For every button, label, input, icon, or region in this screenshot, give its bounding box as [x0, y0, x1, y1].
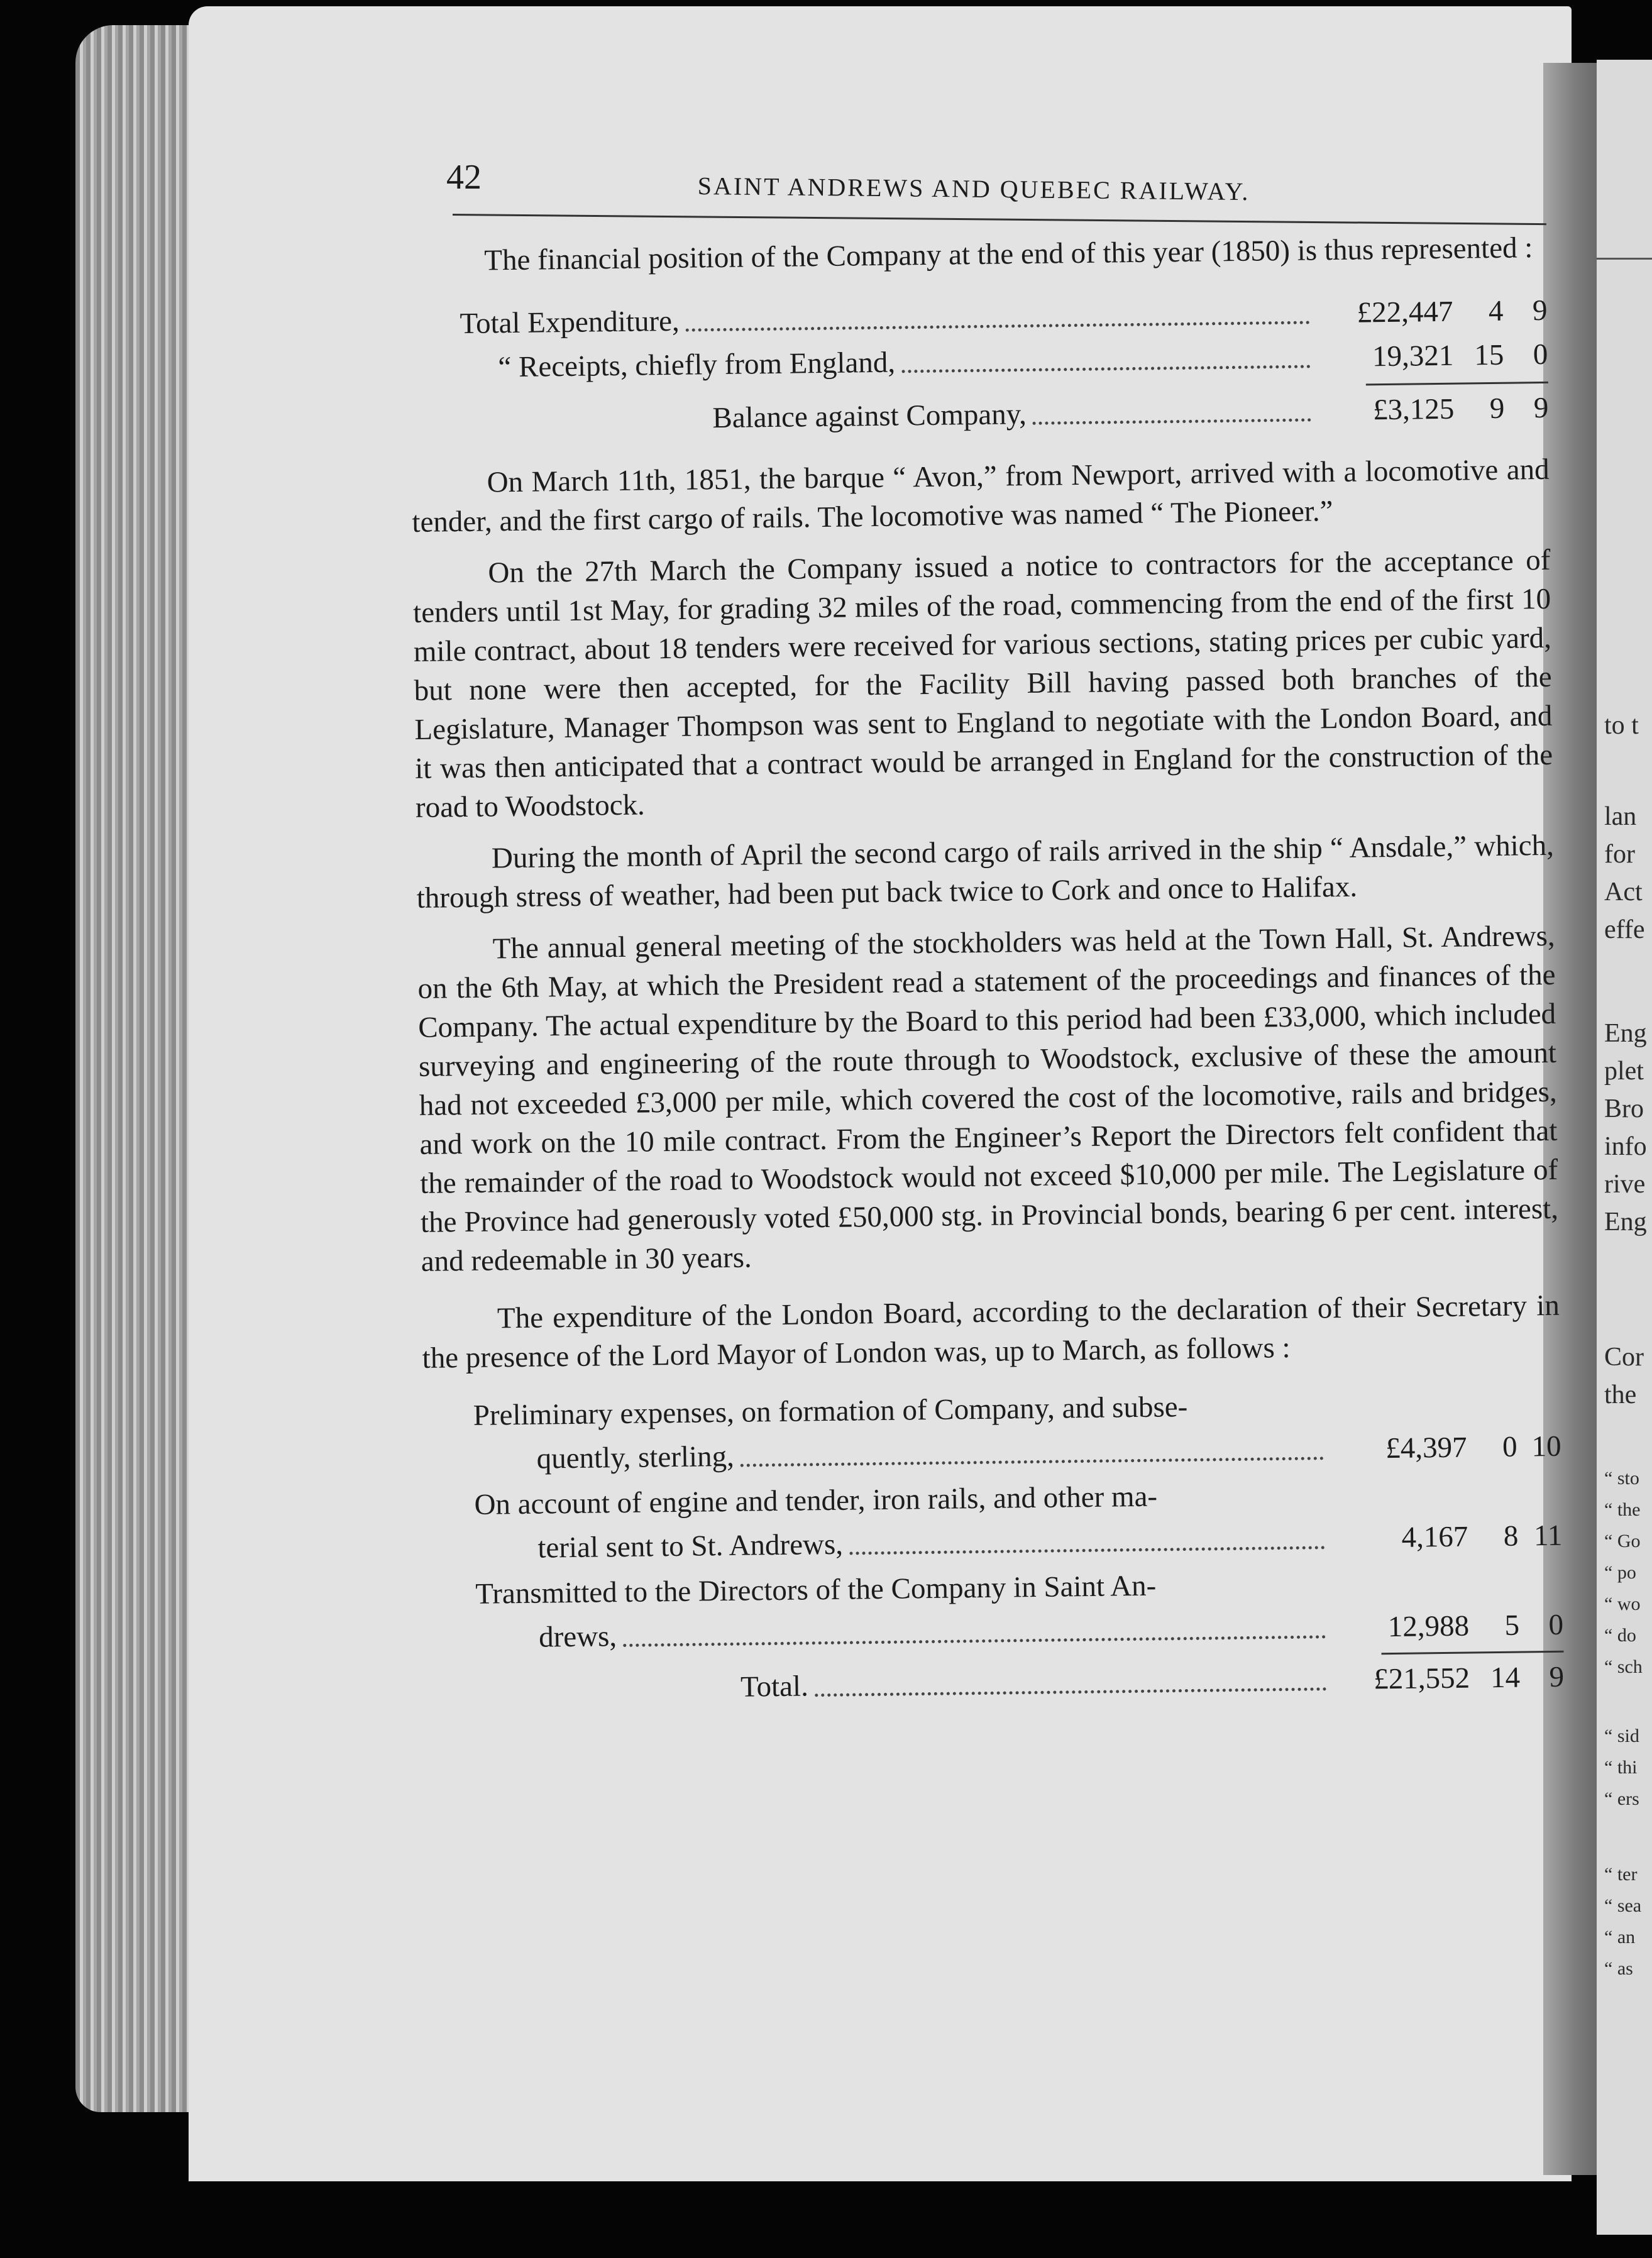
paragraph-annual-meeting: The annual general meeting of the stockholders was held at the Town Hall, St. Andrews, on the 6th May, at which the President read a statement of the proceedings and finances of the Company. The actual expenditure by the Board to this period had been £33,000, which included surveying and engineering of the route through to Woodstock, exclusive of these the amount had not exceeded £3,000 per mile, which covered the cost of the locomotive, rails and bridges, and work on the 10 mile contract. From the Engineer’s Report the Directors felt confident that the remainder of the road to Woodstock would not exceed $10,000 per mile. The Legislature of the Province had generously voted £50,000 stg. in Provincial bonds, bearing 6 per cent. interest, and redeemable in 30 years.	[417, 919, 1559, 1278]
amount-shillings: 9	[1489, 392, 1505, 426]
leader-dots	[686, 321, 1310, 331]
amount-pounds: 19,321	[1372, 339, 1454, 373]
amount-pence: 9	[1532, 294, 1548, 328]
total-row	[426, 1653, 1565, 1710]
facing-line: for	[1604, 840, 1635, 869]
amount-pounds: 12,988	[1387, 1609, 1470, 1644]
amount-pence: 9	[1549, 1660, 1565, 1694]
facing-line: “ sch	[1604, 1656, 1643, 1677]
amount-pence: 0	[1548, 1608, 1564, 1642]
amount-pence: 0	[1533, 338, 1548, 372]
running-head: SAINT ANDREWS AND QUEBEC RAILWAY.	[697, 171, 1250, 206]
item-line: quently, sterling,	[536, 1440, 735, 1475]
amount-shillings: 0	[1502, 1430, 1517, 1463]
london-item	[475, 1561, 1563, 1658]
balance-label: Balance against Company,	[712, 398, 1027, 435]
facing-line: “ do	[1604, 1625, 1636, 1646]
account-label: Total Expenditure,	[460, 304, 680, 341]
facing-line: “ ers	[1604, 1788, 1639, 1809]
book-page-edges	[75, 25, 195, 2112]
item-line: drews,	[538, 1620, 617, 1654]
facing-line: Eng	[1604, 1208, 1647, 1236]
page-header	[440, 157, 1546, 214]
facing-line: plet	[1604, 1057, 1644, 1086]
paragraph-tenders: On the 27th March the Company issued a notice to contractors for the acceptance of tenders until 1st May, for grading 32 miles of the road, commencing from the end of the first 10 mile contract, about 18 tenders were received for various sections, stating prices per cubic yard, but none were then accepted, for the Facility Bill having passed both branches of the Legislature, Manager Thompson was sent to England to negotiate with the London Board, and it was then anticipated that a contract would be arranged in England for the construction of the road to Woodstock.	[412, 543, 1553, 824]
amount-pounds: £21,552	[1373, 1661, 1470, 1696]
facing-line: “ sea	[1604, 1895, 1642, 1916]
amount-pounds: £4,397	[1385, 1431, 1467, 1465]
facing-line: Cor	[1604, 1343, 1644, 1372]
page-number: 42	[446, 158, 482, 197]
item-line: On account of engine and tender, iron rails, and other ma-	[474, 1480, 1158, 1521]
facing-line: “ as	[1604, 1958, 1633, 1979]
facing-line: “ sto	[1604, 1468, 1639, 1489]
amount-shillings: 8	[1503, 1519, 1519, 1553]
amount-pence: 11	[1533, 1519, 1563, 1553]
facing-line: “ an	[1604, 1927, 1636, 1947]
leader-dots	[815, 1687, 1326, 1697]
leader-dots	[741, 1457, 1324, 1467]
amount-pounds: 4,167	[1401, 1520, 1468, 1554]
facing-line: “ Go	[1604, 1531, 1641, 1551]
item-line: terial sent to St. Andrews,	[537, 1528, 844, 1565]
item-line: Transmitted to the Directors of the Company in Saint An-	[475, 1569, 1157, 1611]
facing-line: “ thi	[1604, 1757, 1638, 1778]
paragraph-ansdale: During the month of April the second cargo of rails arrived in the ship “ Ansdale,” which, through stress of weather, had been put back twice to Cork and once to Halifax.	[416, 829, 1555, 915]
leader-dots	[623, 1635, 1326, 1647]
leader-dots	[901, 365, 1310, 373]
amount-pence: 10	[1531, 1429, 1561, 1463]
facing-line: info	[1604, 1132, 1647, 1161]
financial-position-table	[409, 286, 1549, 441]
balance-row	[410, 383, 1549, 441]
amount-shillings: 14	[1490, 1661, 1521, 1695]
london-board-table	[422, 1383, 1564, 1710]
page-body	[409, 228, 1565, 1733]
total-label: Total.	[740, 1670, 809, 1704]
leader-dots	[849, 1546, 1324, 1555]
facing-line: “ ter	[1604, 1864, 1638, 1885]
london-item	[473, 1383, 1561, 1479]
amount-shillings: 15	[1474, 338, 1504, 372]
facing-line: Eng	[1604, 1019, 1647, 1048]
paragraph-avon: On March 11th, 1851, the barque “ Avon,” from Newport, arrived with a locomotive and tender, and the first cargo of rails. The locomotive was named “ The Pioneer.”	[412, 453, 1550, 539]
amount-pounds: £3,125	[1372, 392, 1455, 427]
facing-line: “ po	[1604, 1562, 1636, 1583]
facing-line: “ sid	[1604, 1726, 1639, 1746]
facing-line: lan	[1604, 802, 1637, 831]
facing-line: effe	[1604, 915, 1645, 944]
paragraph-london-board: The expenditure of the London Board, according to the declaration of their Secretary in the presence of the Lord Mayor of London was, up to March, as follows :	[422, 1289, 1560, 1375]
facing-line: rive	[1604, 1170, 1646, 1199]
leader-dots	[1033, 418, 1311, 424]
item-line: Preliminary expenses, on formation of Company, and subse-	[473, 1391, 1188, 1432]
facing-line: Bro	[1604, 1094, 1644, 1123]
facing-page-fragment	[1597, 60, 1652, 2235]
amount-pounds: £22,447	[1357, 295, 1453, 329]
facing-line: to t	[1604, 711, 1639, 740]
intro-paragraph: The financial position of the Company at the end of this year (1850) is thus represented :	[484, 231, 1533, 277]
amount-shillings: 4	[1488, 294, 1504, 328]
london-item	[474, 1472, 1562, 1568]
facing-page-rule	[1597, 258, 1652, 260]
facing-line: “ wo	[1604, 1594, 1641, 1614]
amount-shillings: 5	[1504, 1609, 1520, 1642]
facing-line: the	[1604, 1380, 1637, 1409]
amount-pence: 9	[1533, 391, 1549, 425]
account-label: “ Receipts, chiefly from England,	[498, 346, 896, 384]
facing-line: “ the	[1604, 1499, 1641, 1520]
facing-line: Act	[1604, 878, 1643, 906]
